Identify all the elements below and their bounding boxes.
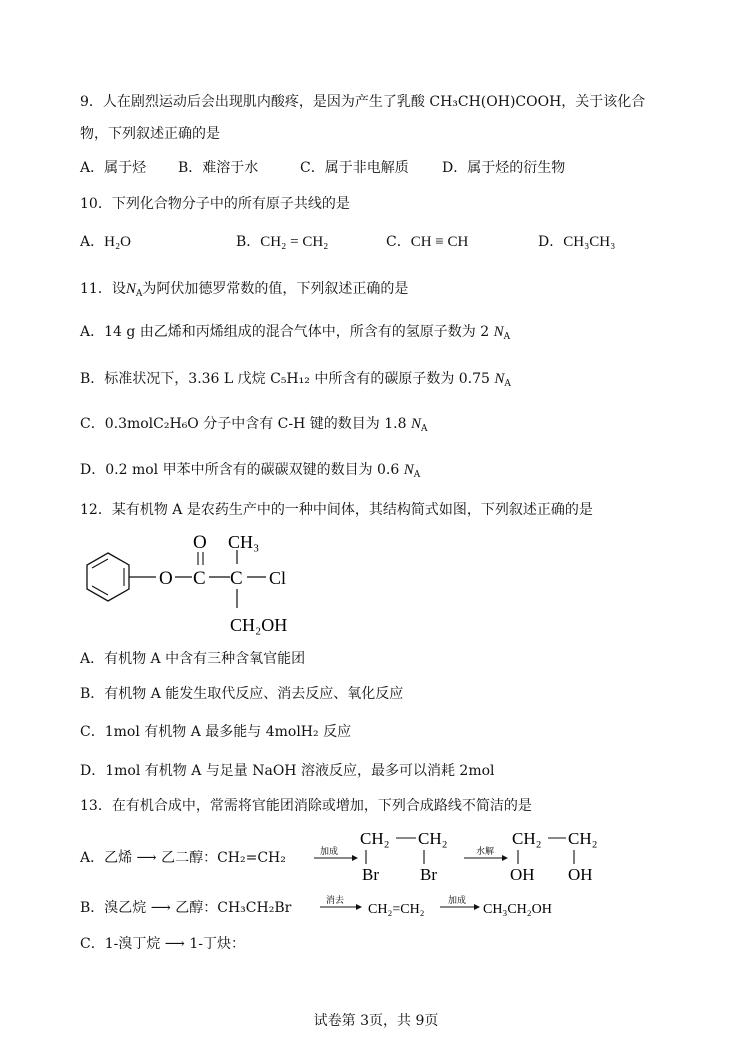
q11-option-d-text: D．0.2 mol 甲苯中所含有的碳碳双键的数目为 0.6 xyxy=(80,462,400,478)
q12-option-b: B．有机物 A 能发生取代反应、消去反应、氧化反应 xyxy=(80,686,404,702)
q10-option-d-label: D． xyxy=(538,234,564,250)
q9-stem-line2: 物，下列叙述正确的是 xyxy=(80,126,220,142)
q11-na-symbol: N xyxy=(494,371,505,387)
ch2-left-product: CH₂ xyxy=(512,829,542,848)
q11-option-c-text: C．0.3molC₂H₆O 分子中含有 C-H 键的数目为 1.8 xyxy=(80,416,407,432)
q11-stem-pre: 11．设 xyxy=(80,281,126,297)
q11-na-sub: A xyxy=(420,424,428,434)
q10-option-b-formula: CH₂ = CH₂ xyxy=(260,234,329,250)
ch2-left: CH₂ xyxy=(360,829,390,848)
carbonyl-oxygen: O xyxy=(193,532,207,553)
oh-left: OH xyxy=(510,865,535,884)
br-right: Br xyxy=(420,865,437,884)
q9-option-b: B．难溶于水 xyxy=(178,160,259,176)
arrow-label-addition: 加成 xyxy=(448,895,467,905)
q12-option-a: A．有机物 A 中含有三种含氧官能团 xyxy=(80,651,306,667)
q10-option-a-label: A． xyxy=(80,234,105,250)
ethanol-product: CH₃CH₂OH xyxy=(483,902,552,917)
q9-option-c: C．属于非电解质 xyxy=(300,160,409,176)
q10-option-b-label: B． xyxy=(236,234,261,250)
q11-option-a xyxy=(80,322,510,342)
arrow-head xyxy=(502,855,508,861)
benzene-ring xyxy=(87,553,129,601)
q13-option-c-text: C．1-溴丁烷 ⟶ 1-丁炔： xyxy=(80,936,245,952)
arrow-head xyxy=(356,904,362,910)
q10-option-d-formula: CH₃CH₃ xyxy=(563,234,616,250)
quaternary-carbon: C xyxy=(230,568,243,589)
q10-option-c xyxy=(386,232,468,252)
q10-option-c-label: C． xyxy=(386,234,411,250)
arrow-head xyxy=(352,855,358,861)
q10-option-d xyxy=(538,232,615,252)
q11-na-sub: A xyxy=(503,332,511,342)
arrow-label-hydrolysis: 水解 xyxy=(476,846,495,856)
ester-oxygen: O xyxy=(159,568,173,589)
q11-na-sub: A xyxy=(135,289,143,299)
ethene-intermediate: CH₂=CH₂ xyxy=(368,902,425,917)
q13-option-a-route xyxy=(312,824,612,886)
q13-option-b-text: B．溴乙烷 ⟶ 乙醇：CH₃CH₂Br xyxy=(80,900,292,916)
q11-na-sub: A xyxy=(413,470,421,480)
q9-stem-line1: 9．人在剧烈运动后会出现肌内酸疼，是因为产生了乳酸 CH₃CH(OH)COOH，关于该化合 xyxy=(80,94,646,110)
q13-stem: 13．在有机合成中，常需将官能团消除或增加，下列合成路线不简洁的是 xyxy=(80,798,532,814)
q9-option-d: D．属于烃的衍生物 xyxy=(442,160,566,176)
br-left: Br xyxy=(362,865,379,884)
q11-stem-post: 为阿伏加德罗常数的值，下列叙述正确的是 xyxy=(142,281,409,297)
q11-stem xyxy=(80,279,408,299)
q11-na-symbol: N xyxy=(493,324,504,340)
q11-option-b xyxy=(80,369,511,389)
q12-stem: 12．某有机物 A 是农药生产中的一种中间体，其结构简式如图，下列叙述正确的是 xyxy=(80,502,593,518)
q11-option-c xyxy=(80,414,427,434)
q12-option-c: C．1mol 有机物 A 最多能与 4molH₂ 反应 xyxy=(80,724,352,740)
arrow-head xyxy=(474,904,480,910)
q11-option-d xyxy=(80,460,420,480)
arrow-label-addition: 加成 xyxy=(320,846,339,856)
carbonyl-carbon: C xyxy=(193,568,206,589)
q10-option-a-formula: H₂O xyxy=(104,234,132,250)
methyl-group: CH₃ xyxy=(228,532,260,552)
q10-stem: 10．下列化合物分子中的所有原子共线的是 xyxy=(80,196,350,212)
oh-right: OH xyxy=(568,865,593,884)
page-footer: 试卷第 3页，共 9页 xyxy=(313,1013,439,1029)
q11-na-sub: A xyxy=(504,379,511,389)
q13-option-a-text: A．乙烯 ⟶ 乙二醇：CH₂=CH₂ xyxy=(80,850,286,866)
q10-option-a xyxy=(80,232,131,252)
q10-option-b xyxy=(236,232,328,252)
q11-option-b-text: B．标准状况下，3.36 L 戊烷 C₅H₁₂ 中所含有的碳原子数为 0.75 xyxy=(80,371,490,387)
q11-na-symbol: N xyxy=(125,281,136,297)
q11-option-a-text: A．14 g 由乙烯和丙烯组成的混合气体中，所含有的氢原子数为 2 xyxy=(80,324,490,340)
q11-na-symbol: N xyxy=(410,416,421,432)
q13-option-b xyxy=(80,898,291,918)
q9-option-a: A．属于烃 xyxy=(80,160,147,176)
q12-option-d: D．1mol 有机物 A 与足量 NaOH 溶液反应，最多可以消耗 2mol xyxy=(80,763,495,779)
hydroxymethyl-group: CH₂OH xyxy=(230,615,288,635)
ch2-right: CH₂ xyxy=(418,829,448,848)
chlorine-atom: Cl xyxy=(269,568,287,588)
arrow-label-elimination: 消去 xyxy=(326,895,345,905)
q11-na-symbol: N xyxy=(403,462,414,478)
q10-option-c-formula: CH ≡ CH xyxy=(410,234,469,250)
ch2-right-product: CH₂ xyxy=(568,829,598,848)
q12-structure-diagram xyxy=(80,528,320,640)
q13-option-b-route xyxy=(318,894,578,920)
